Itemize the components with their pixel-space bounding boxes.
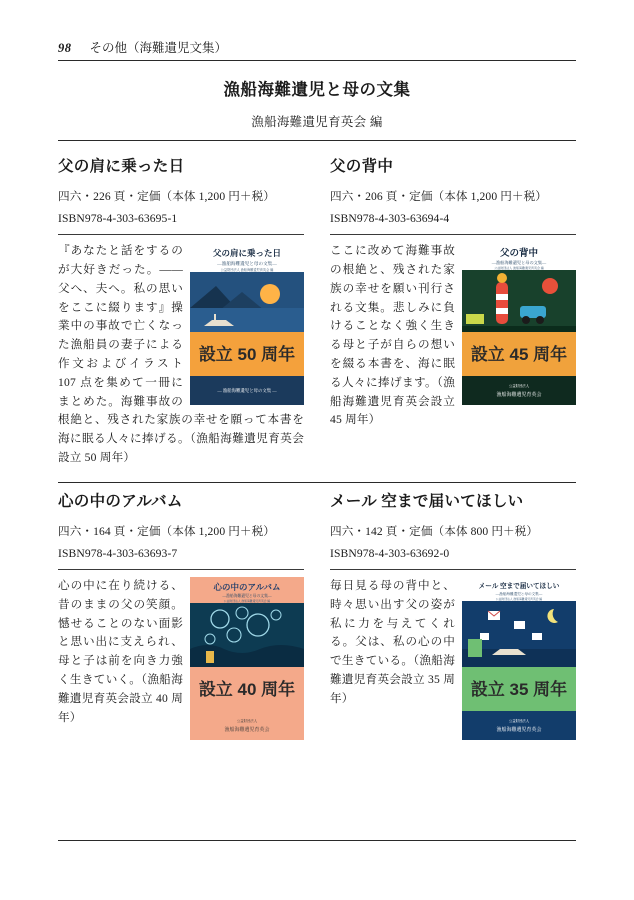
book-cover-holder-4 <box>462 577 576 740</box>
svg-text:設立 40 周年: 設立 40 周年 <box>198 680 296 700</box>
book-title: 父の肩に乗った日 <box>58 158 185 175</box>
entry-rule <box>330 234 576 235</box>
svg-text:―漁船海難遺児と母の文集―: ―漁船海難遺児と母の文集― <box>491 260 547 266</box>
book-spec: 四六・164 頁・定価（本体 1,200 円＋税） <box>58 524 275 538</box>
entry-row <box>58 148 576 468</box>
svg-text:公益財団法人: 公益財団法人 <box>236 719 258 724</box>
book-spec: 四六・226 頁・定価（本体 1,200 円＋税） <box>58 190 275 204</box>
book-cover-holder-3 <box>190 577 304 740</box>
svg-text:父の肩に乗った日: 父の肩に乗った日 <box>212 248 282 259</box>
book-title: メール 空まで届いてほしい <box>330 492 524 510</box>
book-isbn: ISBN978-4-303-63692-0 <box>330 547 450 561</box>
entry-body <box>58 577 304 787</box>
svg-text:メール 空まで届いてほしい: メール 空まで届いてほしい <box>478 583 560 591</box>
svg-text:公益財団法人: 公益財団法人 <box>508 384 530 389</box>
book-isbn: ISBN978-4-303-63695-1 <box>58 212 178 226</box>
book-cover-image <box>462 577 576 740</box>
book-entry-2 <box>330 148 576 468</box>
book-cover-holder-2 <box>462 242 576 405</box>
book-title: 心の中のアルバム <box>58 492 183 510</box>
svg-text:―漁船海難遺児と母の文集―: ―漁船海難遺児と母の文集― <box>495 592 543 597</box>
book-cover-image <box>190 242 304 405</box>
running-head <box>58 38 578 56</box>
svg-text:― 漁船海難遺児と母の文集 ―: ― 漁船海難遺児と母の文集 ― <box>217 388 277 394</box>
book-description: 心の中に在り続ける、昔のままの父の笑顔。憾せることのない面影と思い出に支えられ、母と子は前を向き力強く生きていく。（漁船海難遺児育英会設立 40 周年） <box>58 579 183 724</box>
entry-body <box>330 577 576 787</box>
book-cover-image <box>462 242 576 405</box>
book-description: 毎日見る母の背中と、時々思い出す父の姿が私に力を与えてくれる。父は、私の心の中で生きている。（漁船海難遺児育英会設立 35 周年） <box>330 579 455 705</box>
svg-text:―漁船海難遺児と母の文集―: ―漁船海難遺児と母の文集― <box>217 261 277 267</box>
svg-text:公益財団法人 漁船海難遺児育英会 編: 公益財団法人 漁船海難遺児育英会 編 <box>223 600 271 604</box>
svg-text:漁船海難遺児育英会: 漁船海難遺児育英会 <box>496 728 542 734</box>
series-title: 漁船海難遺児と母の文集 <box>223 80 411 99</box>
svg-text:漁船海難遺児育英会: 漁船海難遺児育英会 <box>224 728 270 734</box>
svg-text:公益財団法人 漁船海難遺児育英会 編: 公益財団法人 漁船海難遺児育英会 編 <box>495 598 543 602</box>
column-gutter <box>304 483 330 787</box>
svg-text:設立 35 周年: 設立 35 周年 <box>470 680 568 700</box>
svg-text:設立 45 周年: 設立 45 周年 <box>470 345 568 365</box>
book-entry-1 <box>58 148 304 468</box>
header-rule <box>58 60 576 61</box>
book-cover-image <box>190 577 304 740</box>
svg-text:漁船海難遺児育英会: 漁船海難遺児育英会 <box>496 393 542 399</box>
book-spec: 四六・206 頁・定価（本体 1,200 円＋税） <box>330 190 547 204</box>
book-isbn: ISBN978-4-303-63694-4 <box>330 212 450 226</box>
page-number: 98 <box>58 41 72 55</box>
svg-text:心の中のアルバム: 心の中のアルバム <box>213 582 281 593</box>
series-editor: 漁船海難遺児育英会 編 <box>251 115 383 130</box>
book-title: 父の背中 <box>330 158 394 175</box>
book-description: ここに改めて海難事故の根絶と、残された家族の幸せを願い刊行される文集。悲しみに負けることなく強く生きる母と子が自らの想いを綴る本書を、海に眠る人々に捧げます。（漁船海難遺児育英会設立 45 周年） <box>330 244 455 427</box>
svg-text:―漁船海難遺児と母の文集―: ―漁船海難遺児と母の文集― <box>222 594 272 599</box>
svg-text:設立 50 周年: 設立 50 周年 <box>198 345 296 365</box>
series-header <box>58 78 576 130</box>
book-entry-3 <box>58 483 304 787</box>
book-isbn: ISBN978-4-303-63693-7 <box>58 547 178 561</box>
running-head-label: その他（海難遺児文集） <box>89 41 228 55</box>
book-cover-holder-1 <box>190 242 304 405</box>
entry-rule <box>58 234 304 235</box>
book-description: 『あなたと話をするのが大好きだった。――父へ、夫へ。私の思いをここに綴ります』操業中の事故で亡くなった漁船員の妻子による作文およびイラスト 107 点を集めて一冊にまとめた。海難事故の根絶と、残された家族の幸せを願って本書を海に眠る人々に捧げる。（漁船海難遺児育英会設立 50 周年） <box>58 244 304 464</box>
entry-body <box>58 242 304 467</box>
entry-rule <box>330 569 576 570</box>
entry-body <box>330 242 576 452</box>
book-spec: 四六・142 頁・定価（本体 800 円＋税） <box>330 524 539 538</box>
svg-text:公益財団法人 漁船海難遺児育英会 編: 公益財団法人 漁船海難遺児育英会 編 <box>220 268 274 273</box>
entry-grid <box>58 148 576 787</box>
svg-text:公益財団法人 漁船海難遺児育英会 編: 公益財団法人 漁船海難遺児育英会 編 <box>494 266 544 271</box>
svg-text:公益財団法人: 公益財団法人 <box>508 719 530 724</box>
svg-text:父の背中: 父の背中 <box>499 249 539 260</box>
footer-rule <box>58 840 576 841</box>
series-rule <box>58 140 576 141</box>
entry-rule <box>58 569 304 570</box>
column-gutter <box>304 148 330 468</box>
book-entry-4 <box>330 483 576 787</box>
entry-row <box>58 483 576 787</box>
